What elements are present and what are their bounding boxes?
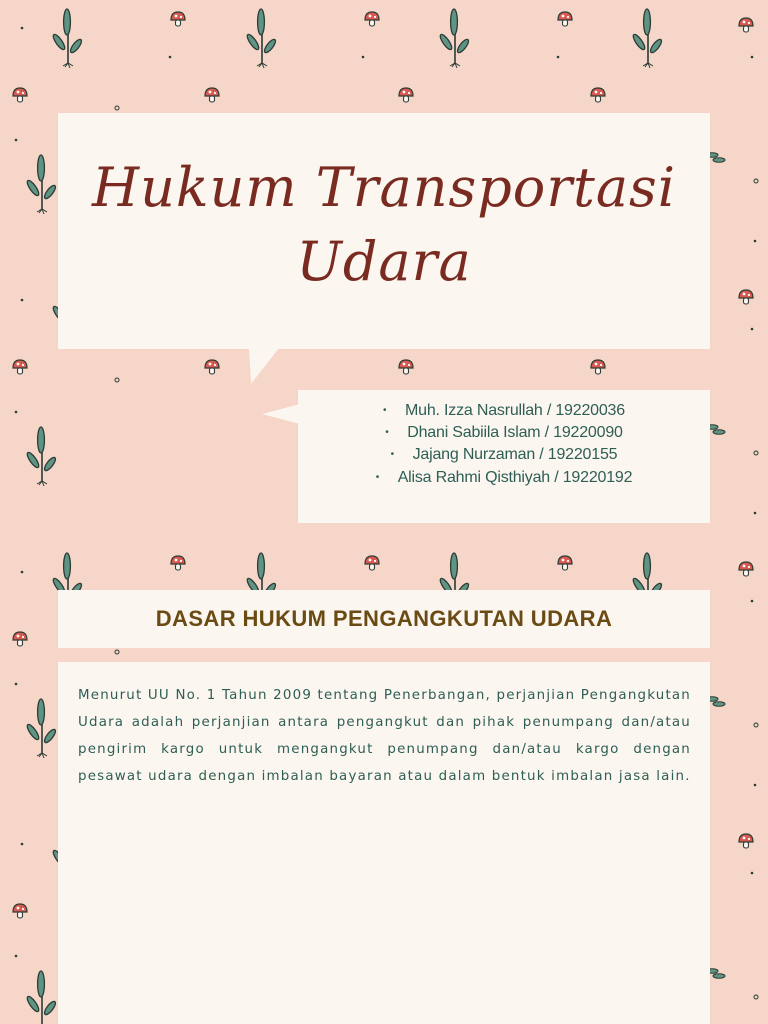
author-name: Dhani Sabiila Islam / 19220090: [407, 424, 623, 442]
section-heading: DASAR HUKUM PENGANGKUTAN UDARA: [155, 606, 613, 631]
body-card: [58, 662, 710, 1024]
page-title: Hukum Transportasi Udara: [91, 156, 677, 293]
author-item: [298, 444, 710, 466]
author-list: [298, 390, 710, 489]
body-paragraph: Menurut UU No. 1 Tahun 2009 tentang Penerbangan, perjanjian Pengangkutan Udara adalah perjanjian antara pengangkut dan pihak penumpang dan/atau pengirim kargo untuk mengangkut penumpang dan/atau kargo dengan pesawat udara dengan imbalan bayaran atau dalam bentuk imbalan jasa lain.: [78, 688, 691, 784]
author-name: Muh. Izza Nasrullah / 19220036: [405, 402, 625, 420]
author-name: Jajang Nurzaman / 19220155: [412, 446, 618, 464]
bullet: •: [383, 405, 387, 416]
author-item: [298, 467, 710, 489]
speech-bubble-tail: [262, 402, 302, 426]
bullet: •: [375, 471, 379, 483]
author-item: [298, 422, 710, 444]
section-heading-card: [58, 590, 710, 648]
author-item: [298, 400, 710, 422]
title-card: [58, 113, 710, 349]
speech-bubble-tail: [245, 348, 285, 388]
authors-card: [298, 390, 710, 523]
author-name: Alisa Rahmi Qisthiyah / 19220192: [397, 468, 633, 486]
bullet: •: [385, 427, 389, 439]
bullet: •: [390, 449, 394, 461]
